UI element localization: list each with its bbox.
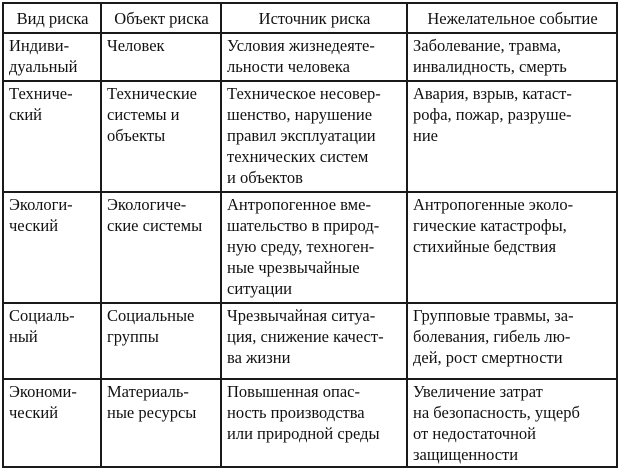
cell-risk-source: Чрезвычайная ситуа- ция, снижение качест- ва жизни <box>221 303 407 379</box>
cell-undesired-event: Увеличение затрат на безопасность, ущерб от недостаточной защищенности <box>407 379 617 467</box>
cell-risk-object: Человек <box>101 33 221 81</box>
header-undesired-event: Нежелательное событие <box>407 3 617 33</box>
cell-undesired-event: Авария, взрыв, катаст- рофа, пожар, разруше- ние <box>407 81 617 192</box>
cell-risk-source: Антропогенное вме- шательство в природ- ную среду, техноген- ные чрезвычайные ситуации <box>221 192 407 303</box>
table-row <box>3 33 617 81</box>
cell-undesired-event: Заболевание, травма, инвалидность, смерть <box>407 33 617 81</box>
header-risk-object: Объект риска <box>101 3 221 33</box>
table-row <box>3 303 617 379</box>
header-risk-type: Вид риска <box>3 3 101 33</box>
table-header-row <box>3 3 617 33</box>
cell-undesired-event: Антропогенные эколо- гические катастрофы, стихийные бедствия <box>407 192 617 303</box>
cell-risk-type: Социаль- ный <box>3 303 101 379</box>
cell-risk-type: Экологи- ческий <box>3 192 101 303</box>
cell-risk-type: Техниче- ский <box>3 81 101 192</box>
cell-risk-object: Социальные группы <box>101 303 221 379</box>
cell-risk-object: Материаль- ные ресурсы <box>101 379 221 467</box>
header-risk-source: Источник риска <box>221 3 407 33</box>
risk-table-frame <box>2 2 616 464</box>
cell-risk-source: Условия жизнедеяте- льности человека <box>221 33 407 81</box>
cell-risk-type: Экономи- ческий <box>3 379 101 467</box>
cell-risk-object: Технические системы и объекты <box>101 81 221 192</box>
table-row <box>3 81 617 192</box>
risk-classification-table <box>2 2 618 468</box>
table-row <box>3 192 617 303</box>
cell-risk-source: Техническое несовер- шенство, нарушение правил эксплуатации технических систем и объектов <box>221 81 407 192</box>
cell-undesired-event: Групповые травмы, за- болевания, гибель лю- дей, рост смертности <box>407 303 617 379</box>
cell-risk-type: Индиви- дуальный <box>3 33 101 81</box>
cell-risk-source: Повышенная опас- ность производства или природной среды <box>221 379 407 467</box>
cell-risk-object: Экологиче- ские системы <box>101 192 221 303</box>
table-row <box>3 379 617 467</box>
